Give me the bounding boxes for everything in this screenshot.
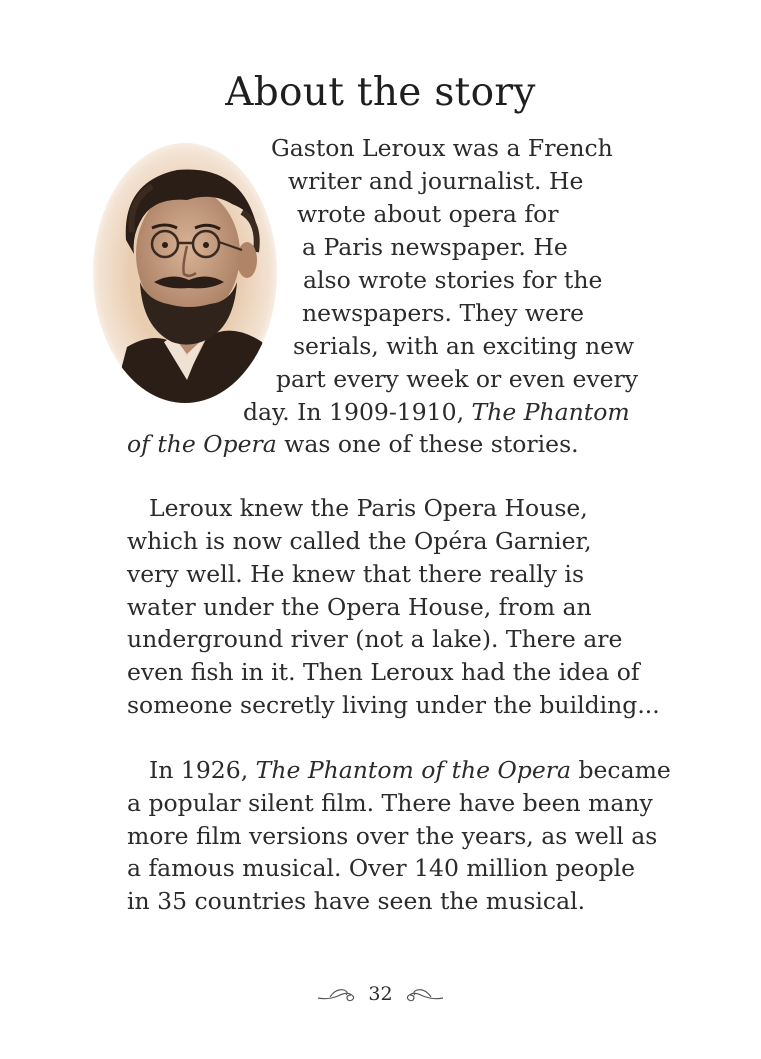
text-line: in 35 countries have seen the musical. — [127, 887, 586, 915]
text-line: Gaston Leroux was a French — [271, 134, 613, 162]
text-line: writer and journalist. He — [288, 167, 584, 195]
page-title: About the story — [225, 70, 536, 115]
text-line: a Paris newspaper. He — [302, 233, 568, 261]
text-line: someone secretly living under the building... — [127, 691, 660, 719]
text-line: of the Opera was one of these stories. — [127, 430, 579, 458]
text-line: very well. He knew that there really is — [127, 560, 584, 588]
text-line: serials, with an exciting new — [293, 332, 635, 360]
flourish-right-icon — [401, 984, 445, 1004]
flourish-left-icon — [316, 984, 360, 1004]
author-portrait — [92, 142, 278, 404]
text-line: which is now called the Opéra Garnier, — [127, 527, 592, 555]
page-footer — [0, 980, 761, 1008]
text-line: part every week or even every — [276, 365, 639, 393]
text-line: a famous musical. Over 140 million people — [127, 854, 636, 882]
text-line: also wrote stories for the — [303, 266, 603, 294]
text-line: wrote about opera for — [297, 200, 559, 228]
text-line: newspapers. They were — [302, 299, 585, 327]
text-line: In 1926, The Phantom of the Opera became — [149, 756, 671, 784]
text-line: underground river (not a lake). There are — [127, 625, 623, 653]
text-line: a popular silent film. There have been many — [127, 789, 653, 817]
page-number: 32 — [368, 983, 393, 1005]
text-line: day. In 1909-1910, The Phantom — [243, 398, 630, 426]
text-line: water under the Opera House, from an — [127, 593, 592, 621]
text-line: even fish in it. Then Leroux had the idea of — [127, 658, 640, 686]
text-line: more film versions over the years, as well as — [127, 822, 658, 850]
text-line: Leroux knew the Paris Opera House, — [149, 494, 588, 522]
